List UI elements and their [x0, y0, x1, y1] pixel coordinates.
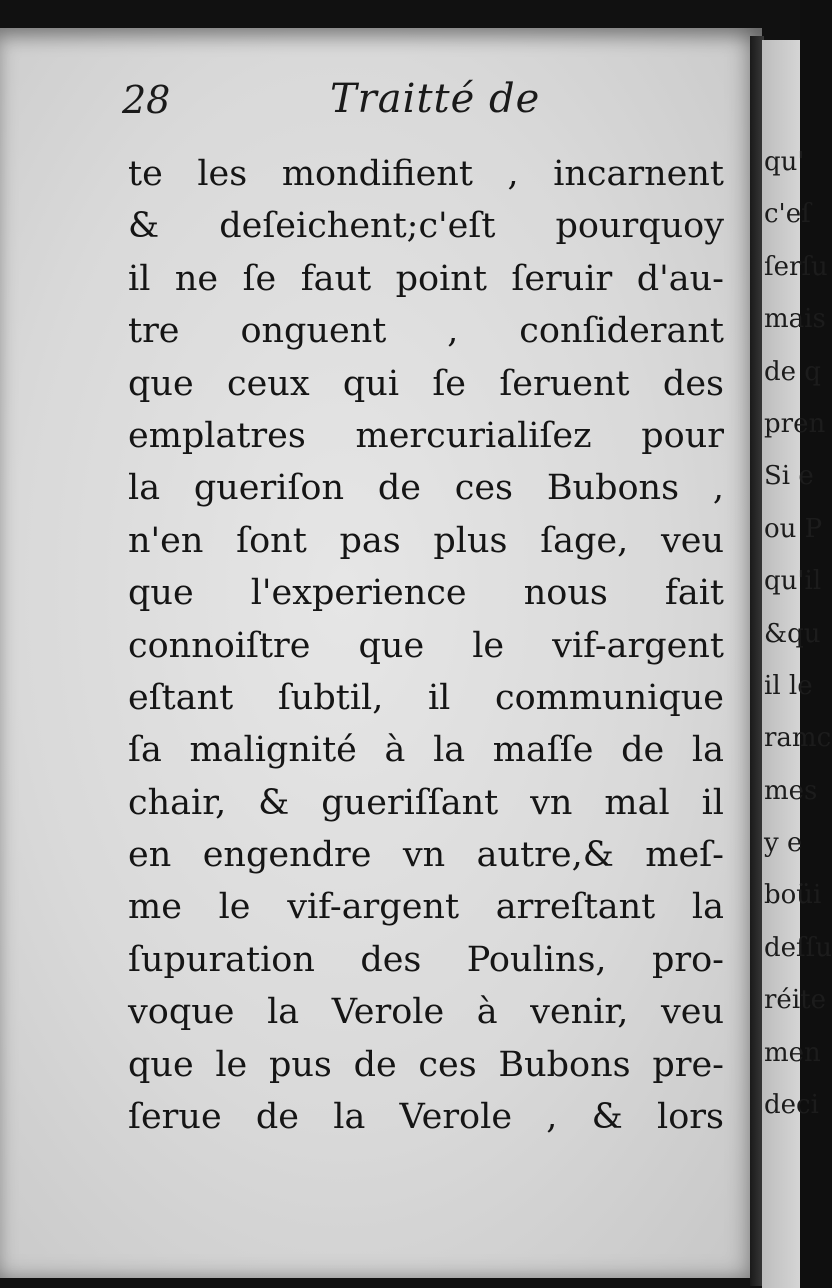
facing-fragment: ſerſu — [764, 251, 828, 282]
text-line: te les mondifient , incarnent — [128, 154, 724, 194]
text-line: voque la Verole à venir, veu — [128, 992, 724, 1033]
facing-fragment: de q — [764, 356, 821, 387]
facing-fragment: men — [764, 1037, 821, 1068]
text-line: que ceux qui ſe ſeruent des — [128, 363, 724, 404]
facing-fragment: qu'il — [764, 566, 822, 597]
text-line: ſa malignité à la maſſe de la — [128, 730, 724, 771]
facing-fragment: ramc — [764, 723, 832, 754]
text-line: me le vif-argent arreſtant la — [128, 887, 724, 928]
facing-fragment: c'eſ — [764, 199, 811, 230]
text-line: chair, & gueriſſant vn mal il — [128, 782, 724, 823]
facing-fragment: mais — [764, 304, 826, 335]
text-line: en engendre vn autre,& meſ- — [128, 835, 724, 876]
facing-fragment: boüi — [764, 880, 822, 911]
facing-page-edge — [762, 40, 832, 1288]
text-line: que le pus de ces Bubons pre- — [128, 1044, 724, 1085]
text-line: ſupuration des Poulins, pro- — [128, 939, 724, 980]
text-line: que l'experience nous fait — [128, 573, 724, 614]
left-page — [0, 28, 762, 1278]
page-header — [0, 74, 740, 134]
text-line: la gueriſon de ces Bubons , — [128, 468, 724, 509]
text-line: eſtant ſubtil, il communique — [128, 677, 724, 718]
facing-fragment: Si e — [764, 461, 814, 492]
text-line: tre onguent , conſiderant — [128, 311, 724, 352]
text-line: connoiſtre que le vif-argent — [128, 625, 724, 666]
facing-fragment: réite — [764, 985, 826, 1016]
facing-fragment: &qu — [764, 618, 821, 649]
running-title: Traitté de — [330, 76, 541, 122]
facing-fragment: ou P — [764, 513, 823, 544]
facing-fragment: qu' — [764, 147, 805, 177]
facing-page-text — [764, 136, 832, 1131]
body-text — [128, 148, 724, 1143]
text-line: emplatres mercurialiſez pour — [128, 415, 724, 456]
facing-fragment: y e — [764, 828, 803, 859]
text-line: n'en ſont pas plus ſage, veu — [128, 520, 724, 561]
facing-fragment: pren — [764, 408, 826, 439]
page-number: 28 — [122, 78, 171, 122]
facing-fragment: il le — [764, 670, 813, 701]
text-line: il ne ſe faut point ſeruir d'au- — [128, 258, 724, 299]
facing-fragment: deci — [764, 1090, 819, 1121]
text-line: ſerue de la Verole , & lors — [128, 1097, 724, 1138]
facing-fragment: mes — [764, 775, 818, 806]
text-line: & deſeichent;c'eſt pourquoy — [128, 206, 724, 247]
facing-fragment: deſſu — [764, 932, 832, 963]
